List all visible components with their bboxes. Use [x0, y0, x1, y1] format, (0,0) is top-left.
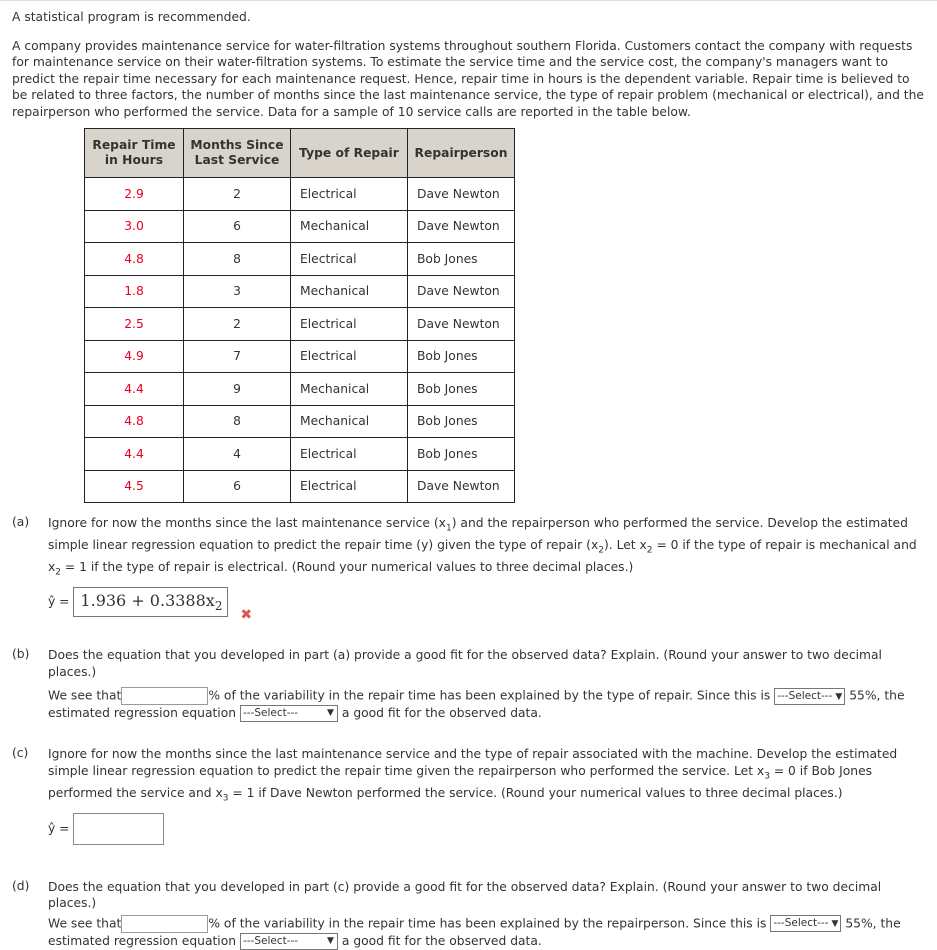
repairperson-cell: Bob Jones	[408, 405, 515, 438]
repairperson-cell: Bob Jones	[408, 340, 515, 373]
part-a	[12, 515, 925, 581]
months-cell: 3	[184, 275, 291, 308]
header-repairperson: Repairperson	[408, 129, 515, 178]
text: 55%, the	[845, 916, 901, 931]
months-cell: 6	[184, 210, 291, 243]
incorrect-x-icon: ✖	[240, 607, 253, 624]
percent-input-b[interactable]	[121, 687, 208, 705]
intro-note: A statistical program is recommended.	[12, 10, 251, 24]
yhat-label: ŷ =	[48, 821, 70, 836]
repair-time-cell: 4.8	[85, 243, 184, 276]
months-cell: 9	[184, 373, 291, 406]
type-cell: Electrical	[291, 470, 408, 503]
repair-time-cell: 2.9	[85, 178, 184, 211]
repairperson-cell: Dave Newton	[408, 308, 515, 341]
text: % of the variability in the repair time has been explained by the repairperson. Since this is	[208, 916, 767, 931]
yhat-label: ŷ =	[48, 594, 70, 609]
text: We see that	[48, 916, 122, 931]
table-row	[85, 178, 515, 211]
table-row	[85, 405, 515, 438]
months-cell: 2	[184, 308, 291, 341]
type-cell: Electrical	[291, 340, 408, 373]
repair-time-cell: 4.9	[85, 340, 184, 373]
repairperson-cell: Dave Newton	[408, 210, 515, 243]
header-type: Type of Repair	[291, 129, 408, 178]
repairperson-cell: Bob Jones	[408, 243, 515, 276]
table-row	[85, 340, 515, 373]
percent-input-d[interactable]	[121, 915, 208, 933]
months-cell: 8	[184, 405, 291, 438]
months-cell: 2	[184, 178, 291, 211]
part-c	[12, 746, 925, 806]
chevron-down-icon: ▼	[835, 691, 843, 702]
months-cell: 8	[184, 243, 291, 276]
header-months: Months Since Last Service	[184, 129, 291, 178]
text: % of the variability in the repair time has been explained by the type of repair. Since this is	[208, 688, 771, 703]
text: estimated regression equation	[48, 933, 237, 948]
part-label: (c)	[12, 746, 29, 761]
fit-select-b[interactable]: ---Select--- ▼	[240, 705, 338, 722]
type-cell: Mechanical	[291, 373, 408, 406]
repairperson-cell: Dave Newton	[408, 470, 515, 503]
table-row	[85, 210, 515, 243]
type-cell: Electrical	[291, 438, 408, 471]
repairperson-cell: Bob Jones	[408, 438, 515, 471]
text: a good fit for the observed data.	[341, 933, 542, 948]
comparison-select-b[interactable]: ---Select--- ▼	[774, 688, 845, 705]
text: a good fit for the observed data.	[341, 706, 542, 721]
repairperson-cell: Bob Jones	[408, 373, 515, 406]
text: estimated regression equation	[48, 706, 237, 721]
repair-time-cell: 4.4	[85, 438, 184, 471]
problem-statement: A company provides maintenance service for water-filtration systems throughout southern Florida. Customers contact the company with requests for maintenance service on their water-filtration systems. To estimate the service time and the service cost, the company's managers want to predict the repair time necessary for each maintenance request. Hence, repair time in hours is the dependent variable. Repair time is believed to be related to three factors, the number of months since the last maintenance service, the type of repair problem (mechanical or electrical), and the repairperson who performed the service. Data for a sample of 10 service calls are reported in the table below.	[12, 38, 924, 119]
repair-time-cell: 2.5	[85, 308, 184, 341]
part-label: (b)	[12, 647, 30, 662]
equation-input-c[interactable]	[73, 813, 164, 845]
header-repair-time: Repair Time in Hours	[85, 129, 184, 178]
part-b	[12, 647, 925, 680]
table-row	[85, 243, 515, 276]
part-a-question: Ignore for now the months since the last maintenance service $(x_1)$ and the repairperson who performed the service. Develop the estimated simple linear regression equation to predict the repair time (y) given the type of repair $(x_2)$. Let $x_2 = 0$ if the type of repair is mechanical and $x_2 = 1$ if the type of repair is electrical. (Round your numerical values to three decimal places.)	[48, 516, 917, 578]
repair-time-cell: 4.5	[85, 470, 184, 503]
table-row	[85, 275, 515, 308]
type-cell: Mechanical	[291, 275, 408, 308]
type-cell: Electrical	[291, 308, 408, 341]
data-table	[84, 128, 515, 503]
repair-time-cell: 4.4	[85, 373, 184, 406]
question-content	[0, 1, 937, 950]
type-cell: Electrical	[291, 178, 408, 211]
part-d	[12, 879, 925, 912]
part-c-question: Ignore for now the months since the last maintenance service and the type of repair associated with the machine. Develop the estimated simple linear regression equation to predict the repair time given the repairperson who performed the service. Let $x_3 = 0$ if Bob Jones performed the service and $x_3 = 1$ if Dave Newton performed the service. (Round your numerical values to three decimal places.)	[48, 747, 898, 804]
comparison-select-d[interactable]: ---Select--- ▼	[770, 915, 841, 932]
table-row	[85, 470, 515, 503]
repair-time-cell: 1.8	[85, 275, 184, 308]
repair-time-cell: 3.0	[85, 210, 184, 243]
type-cell: Mechanical	[291, 210, 408, 243]
fit-select-d[interactable]: ---Select--- ▼	[240, 933, 338, 950]
equation-answer-input[interactable]: $1.936 + 0.3388x_2$	[73, 587, 228, 617]
repair-time-cell: 4.8	[85, 405, 184, 438]
table-row	[85, 438, 515, 471]
months-cell: 4	[184, 438, 291, 471]
part-label: (a)	[12, 515, 30, 529]
months-cell: 7	[184, 340, 291, 373]
part-label: (d)	[12, 878, 30, 893]
repairperson-cell: Dave Newton	[408, 178, 515, 211]
text: We see that	[48, 688, 122, 703]
type-cell: Electrical	[291, 243, 408, 276]
chevron-down-icon: ▼	[831, 919, 839, 930]
part-b-question: Does the equation that you developed in part (a) provide a good fit for the observed data? Explain. (Round your answer to two decimal places.)	[48, 648, 882, 679]
type-cell: Mechanical	[291, 405, 408, 438]
table-row	[85, 373, 515, 406]
text: 55%, the	[849, 688, 905, 703]
repairperson-cell: Dave Newton	[408, 275, 515, 308]
chevron-down-icon: ▼	[327, 935, 334, 946]
table-row	[85, 308, 515, 341]
months-cell: 6	[184, 470, 291, 503]
chevron-down-icon: ▼	[327, 708, 334, 719]
part-d-question: Does the equation that you developed in part (c) provide a good fit for the observed data? Explain. (Round your answer to two decimal places.)	[48, 879, 882, 911]
